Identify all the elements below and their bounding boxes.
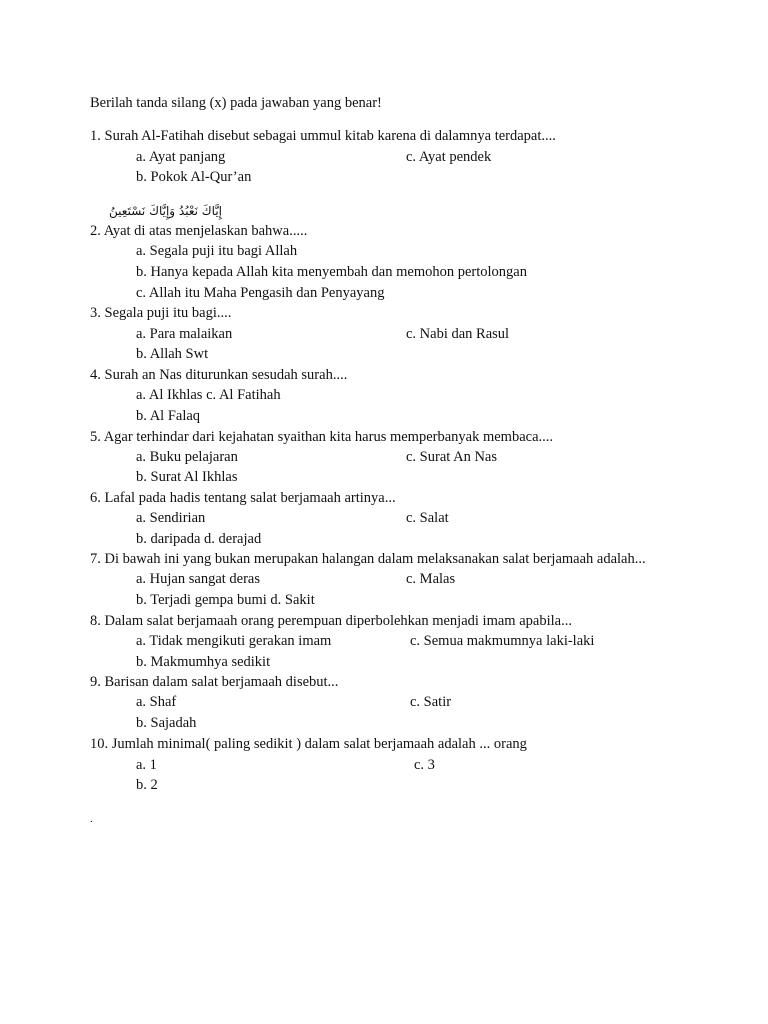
question-4: 4. Surah an Nas diturunkan sesudah surah.... — [90, 367, 348, 383]
question-3: 3. Segala puji itu bagi.... — [90, 305, 232, 321]
question-2-option-b: b. Hanya kepada Allah kita menyembah dan memohon pertolongan — [136, 264, 527, 280]
question-5-option-a: a. Buku pelajaran — [136, 449, 238, 465]
question-1-option-c: c. Ayat pendek — [406, 149, 492, 165]
question-1: 1. Surah Al-Fatihah disebut sebagai ummul kitab karena di dalamnya terdapat.... — [90, 128, 556, 144]
question-1-option-b: b. Pokok Al-Qur’an — [136, 169, 252, 185]
question-3-option-c: c. Nabi dan Rasul — [406, 326, 510, 342]
question-5: 5. Agar terhindar dari kejahatan syaithan kita harus memperbanyak membaca.... — [90, 429, 554, 445]
question-10-option-c: c. 3 — [414, 757, 435, 773]
question-8-option-a: a. Tidak mengikuti gerakan imam — [136, 633, 332, 649]
question-10: 10. Jumlah minimal( paling sedikit ) dalam salat berjamaah adalah ... orang — [90, 736, 527, 752]
question-7-option-b: b. Terjadi gempa bumi d. Sakit — [136, 592, 315, 608]
question-1-option-a: a. Ayat panjang — [136, 149, 226, 165]
question-2-option-a: a. Segala puji itu bagi Allah — [136, 243, 298, 259]
question-8: 8. Dalam salat berjamaah orang perempuan diperbolehkan menjadi imam apabila... — [90, 613, 572, 629]
question-2: 2. Ayat di atas menjelaskan bahwa..... — [90, 223, 308, 239]
question-8-option-b: b. Makmumhya sedikit — [136, 654, 271, 670]
question-9-option-b: b. Sajadah — [136, 715, 197, 731]
question-3-option-b: b. Allah Swt — [136, 346, 209, 362]
question-7-option-a: a. Hujan sangat deras — [136, 571, 261, 587]
question-7-option-c: c. Malas — [406, 571, 456, 587]
arabic-verse: إِيَّاكَ نَعْبُدُ وَإِيَّاكَ نَسْتَعِينُ — [109, 204, 222, 218]
question-4-option-b: b. Al Falaq — [136, 408, 201, 424]
footer-mark: . — [90, 813, 93, 825]
question-6: 6. Lafal pada hadis tentang salat berjamaah artinya... — [90, 490, 396, 506]
question-10-option-a: a. 1 — [136, 757, 157, 773]
question-6-option-a: a. Sendirian — [136, 510, 206, 526]
question-9-option-a: a. Shaf — [136, 694, 177, 710]
question-6-option-b: b. daripada d. derajad — [136, 531, 262, 547]
question-7: 7. Di bawah ini yang bukan merupakan halangan dalam melaksanakan salat berjamaah adalah... — [90, 551, 646, 567]
question-9-option-c: c. Satir — [410, 694, 452, 710]
question-8-option-c: c. Semua makmumnya laki-laki — [410, 633, 595, 649]
question-9: 9. Barisan dalam salat berjamaah disebut... — [90, 674, 339, 690]
question-3-option-a: a. Para malaikan — [136, 326, 233, 342]
question-5-option-c: c. Surat An Nas — [406, 449, 498, 465]
question-4-option-a: a. Al Ikhlas c. Al Fatihah — [136, 387, 281, 403]
instruction-text: Berilah tanda silang (x) pada jawaban yang benar! — [90, 95, 382, 111]
question-10-option-b: b. 2 — [136, 777, 158, 793]
question-6-option-c: c. Salat — [406, 510, 449, 526]
question-5-option-b: b. Surat Al Ikhlas — [136, 469, 238, 485]
question-2-option-c: c. Allah itu Maha Pengasih dan Penyayang — [136, 285, 385, 301]
